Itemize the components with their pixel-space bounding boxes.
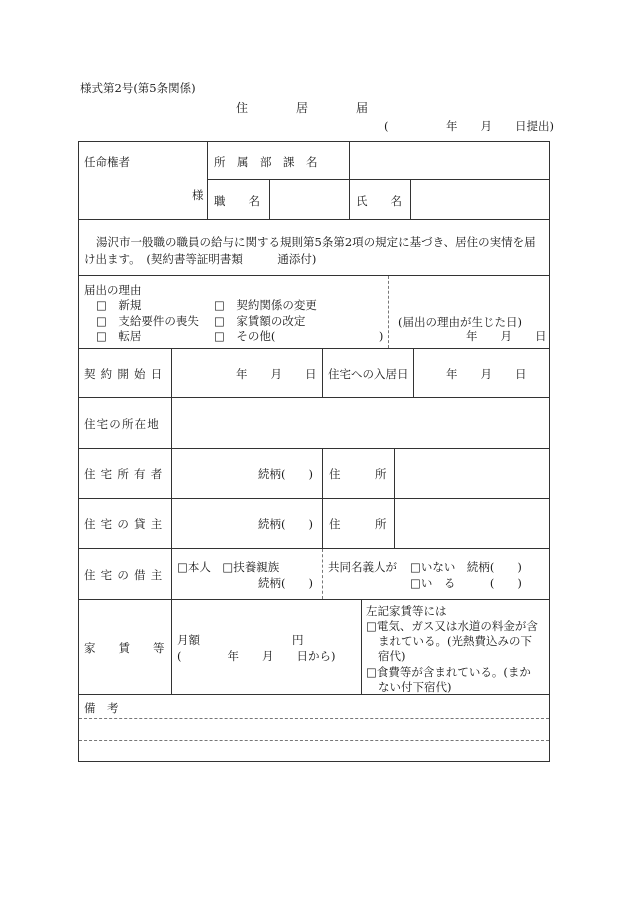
owner-relation[interactable]: 続柄( ) xyxy=(258,467,313,481)
rent-note-utilities-cont: 宿代) xyxy=(378,649,406,663)
divider xyxy=(410,179,411,219)
reason-other[interactable]: □ その他( ) xyxy=(214,329,384,343)
divider xyxy=(394,448,395,548)
divider xyxy=(171,348,172,694)
divider xyxy=(78,548,550,549)
co-owner-label: 共同名義人が xyxy=(328,560,397,574)
position-field[interactable] xyxy=(274,184,344,214)
contract-start-value[interactable]: 年 月 日 xyxy=(236,367,317,381)
divider xyxy=(78,219,550,220)
reason-divider xyxy=(388,276,389,348)
owner-address-field[interactable] xyxy=(398,452,546,494)
position-label: 職 名 xyxy=(214,194,260,208)
reason-contract-change[interactable]: □ 契約関係の変更 xyxy=(214,298,317,312)
divider xyxy=(207,141,208,219)
divider xyxy=(361,599,362,694)
divider xyxy=(78,498,550,499)
name-label: 氏 名 xyxy=(356,194,402,208)
reason-date-value[interactable]: 年 月 日 xyxy=(466,329,547,343)
rent-note-meals[interactable]: □食費等が含まれている。(まか xyxy=(366,665,531,679)
rent-note-utilities-cont: まれている。(光熱費込みの下 xyxy=(378,634,532,648)
remarks-field[interactable] xyxy=(79,719,549,761)
divider xyxy=(78,275,550,276)
dept-field[interactable] xyxy=(355,148,545,174)
rent-note-utilities[interactable]: □電気、ガス又は水道の料金が含 xyxy=(366,619,538,633)
lender-relation[interactable]: 続柄( ) xyxy=(258,517,313,531)
divider xyxy=(413,348,414,398)
rent-monthly[interactable]: 月額 円 xyxy=(177,633,304,647)
dept-label: 所 属 部 課 名 xyxy=(214,155,318,169)
divider xyxy=(269,179,270,219)
co-owner-exists[interactable]: □い る ( ) xyxy=(410,576,522,590)
sama-label: 様 xyxy=(192,188,204,202)
borrower-divider xyxy=(322,549,323,599)
reason-new[interactable]: □ 新規 xyxy=(96,298,142,312)
submit-date[interactable]: ( 年 月 日提出) xyxy=(384,119,554,133)
location-label: 住宅の所在地 xyxy=(84,417,160,431)
lender-address-label: 住 所 xyxy=(329,517,387,531)
reason-loss[interactable]: □ 支給要件の喪失 xyxy=(96,314,199,328)
borrower-options[interactable]: □本人 □扶養親族 xyxy=(177,560,280,574)
remarks-label: 備 考 xyxy=(84,701,119,715)
divider xyxy=(322,448,323,548)
lender-label: 住宅の貸主 xyxy=(84,517,168,531)
divider xyxy=(78,599,550,600)
divider xyxy=(349,141,350,219)
lender-address-field[interactable] xyxy=(398,502,546,544)
divider xyxy=(78,448,550,449)
contract-start-label: 契約開始日 xyxy=(84,367,168,381)
divider xyxy=(207,179,550,180)
statement-line-1: 湯沢市一般職の職員の給与に関する規則第5条第2項の規定に基づき、居住の実情を届 xyxy=(96,235,536,249)
reason-rent-revision[interactable]: □ 家賃額の改定 xyxy=(214,314,306,328)
form-title: 住 居 届 xyxy=(236,101,369,115)
form-number: 様式第2号(第5条関係) xyxy=(80,81,196,95)
reason-heading: 届出の理由 xyxy=(84,283,142,297)
owner-label: 住宅所有者 xyxy=(84,467,168,481)
rent-from[interactable]: ( 年 月 日から) xyxy=(177,649,336,663)
owner-address-label: 住 所 xyxy=(329,467,387,481)
rent-note-meals-cont: ない付下宿代) xyxy=(378,680,452,694)
borrower-relation[interactable]: 続柄( ) xyxy=(258,576,313,590)
rent-label: 家 賃 等 xyxy=(84,641,165,655)
co-owner-none[interactable]: □いない 続柄( ) xyxy=(410,560,522,574)
reason-date-label: (届出の理由が生じた日) xyxy=(398,315,522,329)
divider xyxy=(78,694,550,695)
reason-move[interactable]: □ 転居 xyxy=(96,329,142,343)
movein-label: 住宅への入居日 xyxy=(328,367,409,381)
divider xyxy=(322,348,323,398)
divider xyxy=(78,348,550,349)
divider xyxy=(78,397,550,398)
statement-line-2: け出ます。 (契約書等証明書類 通添付) xyxy=(84,252,317,266)
borrower-label: 住宅の借主 xyxy=(84,568,168,582)
name-field[interactable] xyxy=(415,184,545,214)
rent-note-heading: 左記家賃等には xyxy=(366,604,447,618)
appointer-label: 任命権者 xyxy=(84,155,130,169)
location-field[interactable] xyxy=(176,402,546,444)
movein-value[interactable]: 年 月 日 xyxy=(446,367,527,381)
